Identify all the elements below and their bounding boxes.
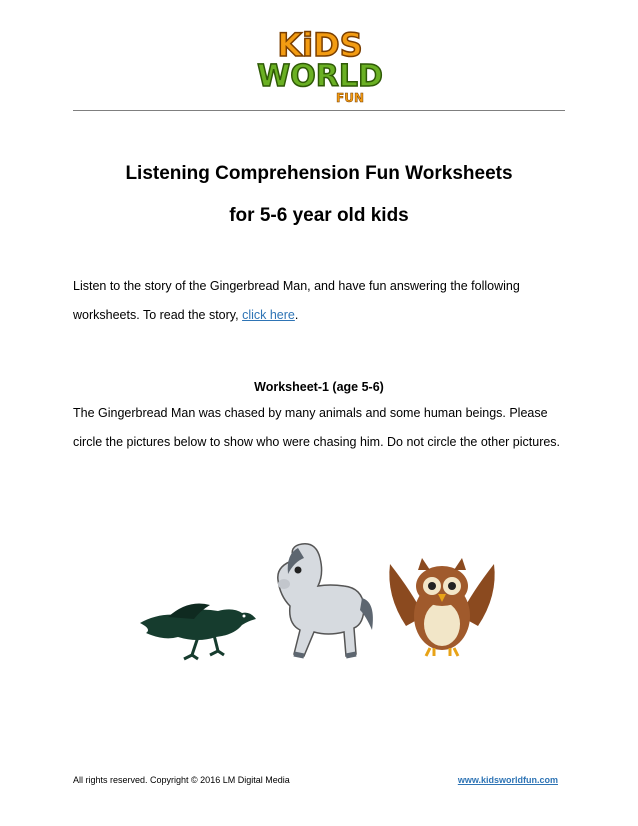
page-title-line-2: for 5-6 year old kids — [229, 205, 409, 226]
header-divider — [73, 110, 565, 111]
intro-text-end: . — [294, 308, 299, 322]
kids-world-fun-logo — [250, 22, 390, 106]
worksheet-heading: Worksheet-1 (age 5-6) — [254, 380, 384, 394]
footer-copyright: All rights reserved. Copyright © 2016 LM Digital Media — [73, 775, 290, 785]
intro-text: Listen to the story of the Gingerbread Man, and have fun answering the following worksheets. To read the story, — [73, 279, 520, 322]
logo-line-3: FUN — [336, 91, 364, 105]
page-title-line-1: Listening Comprehension Fun Worksheets — [125, 163, 513, 184]
logo-line-1: KiDS — [277, 26, 363, 64]
horse-picture — [264, 540, 376, 664]
owl-picture — [382, 556, 502, 662]
crow-picture — [138, 585, 260, 665]
intro-paragraph — [73, 272, 573, 330]
footer-website-link[interactable]: www.kidsworldfun.com — [457, 775, 558, 785]
click-here-link[interactable]: click here — [242, 308, 295, 322]
worksheet-instructions: The Gingerbread Man was chased by many animals and some human beings. Please circle the pictures below to show who were chasing him. Do not circle the other pictures. — [73, 406, 561, 449]
logo-line-2: WORLD — [257, 59, 383, 94]
